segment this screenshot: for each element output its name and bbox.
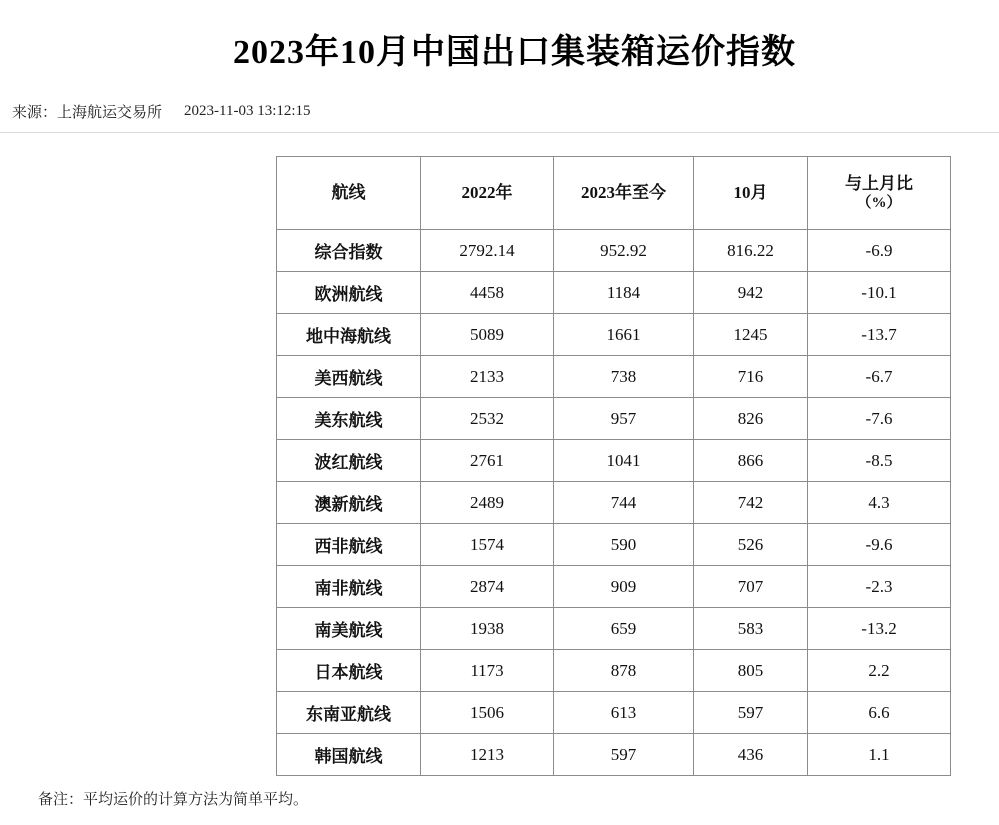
cell-ytd: 1041 [554, 440, 694, 482]
cell-month: 816.22 [694, 230, 808, 272]
cell-2022: 2761 [421, 440, 554, 482]
cell-route: 美东航线 [277, 398, 421, 440]
cell-ytd: 1661 [554, 314, 694, 356]
cell-month: 716 [694, 356, 808, 398]
cell-month: 805 [694, 650, 808, 692]
cell-mom: -13.2 [808, 608, 951, 650]
freight-index-table [276, 156, 951, 776]
cell-ytd: 909 [554, 566, 694, 608]
cell-ytd: 590 [554, 524, 694, 566]
cell-mom: -9.6 [808, 524, 951, 566]
cell-2022: 1574 [421, 524, 554, 566]
column-header-mom-unit: （%） [856, 195, 902, 212]
cell-mom: 4.3 [808, 482, 951, 524]
cell-2022: 2532 [421, 398, 554, 440]
publish-datetime: 2023-11-03 13:12:15 [184, 103, 311, 119]
cell-2022: 2133 [421, 356, 554, 398]
cell-2022: 4458 [421, 272, 554, 314]
cell-ytd: 738 [554, 356, 694, 398]
source-value: 上海航运交易所 [57, 105, 163, 121]
cell-route: 美西航线 [277, 356, 421, 398]
table-body [277, 230, 951, 776]
column-header-2022: 2022年 [421, 157, 554, 230]
cell-month: 436 [694, 734, 808, 776]
cell-2022: 1506 [421, 692, 554, 734]
cell-2022: 2874 [421, 566, 554, 608]
source-label: 来源： [12, 105, 58, 121]
cell-ytd: 659 [554, 608, 694, 650]
table-row [277, 230, 951, 272]
cell-ytd: 597 [554, 734, 694, 776]
column-header-route: 航线 [277, 157, 421, 230]
table-row [277, 650, 951, 692]
table-row [277, 314, 951, 356]
cell-route: 地中海航线 [277, 314, 421, 356]
cell-ytd: 957 [554, 398, 694, 440]
cell-month: 942 [694, 272, 808, 314]
cell-2022: 1938 [421, 608, 554, 650]
cell-mom: -8.5 [808, 440, 951, 482]
table-row [277, 692, 951, 734]
column-header-mom [808, 157, 951, 230]
cell-route: 欧洲航线 [277, 272, 421, 314]
cell-month: 597 [694, 692, 808, 734]
cell-route: 综合指数 [277, 230, 421, 272]
column-header-ytd: 2023年至今 [554, 157, 694, 230]
cell-2022: 1213 [421, 734, 554, 776]
cell-route: 南非航线 [277, 566, 421, 608]
cell-month: 866 [694, 440, 808, 482]
table-row [277, 524, 951, 566]
cell-month: 742 [694, 482, 808, 524]
table-row [277, 440, 951, 482]
cell-month: 707 [694, 566, 808, 608]
table-row [277, 566, 951, 608]
cell-mom: -6.9 [808, 230, 951, 272]
cell-route: 东南亚航线 [277, 692, 421, 734]
header-divider [0, 132, 999, 133]
cell-route: 韩国航线 [277, 734, 421, 776]
cell-month: 583 [694, 608, 808, 650]
table-row [277, 608, 951, 650]
cell-2022: 1173 [421, 650, 554, 692]
source-meta [0, 101, 999, 122]
table-row [277, 482, 951, 524]
cell-route: 日本航线 [277, 650, 421, 692]
cell-mom: -6.7 [808, 356, 951, 398]
table-note: 备注：平均运价的计算方法为简单平均。 [38, 792, 309, 808]
cell-mom: -10.1 [808, 272, 951, 314]
cell-month: 826 [694, 398, 808, 440]
cell-route: 澳新航线 [277, 482, 421, 524]
cell-ytd: 744 [554, 482, 694, 524]
cell-route: 南美航线 [277, 608, 421, 650]
cell-mom: 1.1 [808, 734, 951, 776]
cell-route: 西非航线 [277, 524, 421, 566]
table-row [277, 734, 951, 776]
column-header-mom-main: 与上月比 [845, 174, 913, 193]
cell-ytd: 613 [554, 692, 694, 734]
cell-month: 526 [694, 524, 808, 566]
cell-ytd: 1184 [554, 272, 694, 314]
table-row [277, 272, 951, 314]
cell-mom: 6.6 [808, 692, 951, 734]
freight-index-table-wrap [0, 156, 999, 776]
cell-2022: 5089 [421, 314, 554, 356]
cell-mom: 2.2 [808, 650, 951, 692]
cell-month: 1245 [694, 314, 808, 356]
cell-mom: -13.7 [808, 314, 951, 356]
table-row [277, 356, 951, 398]
cell-ytd: 878 [554, 650, 694, 692]
cell-mom: -7.6 [808, 398, 951, 440]
cell-2022: 2489 [421, 482, 554, 524]
page-title: 2023年10月中国出口集装箱运价指数 [233, 34, 796, 71]
cell-ytd: 952.92 [554, 230, 694, 272]
cell-route: 波红航线 [277, 440, 421, 482]
cell-mom: -2.3 [808, 566, 951, 608]
table-row [277, 398, 951, 440]
cell-2022: 2792.14 [421, 230, 554, 272]
column-header-month: 10月 [694, 157, 808, 230]
table-header-row [277, 157, 951, 230]
